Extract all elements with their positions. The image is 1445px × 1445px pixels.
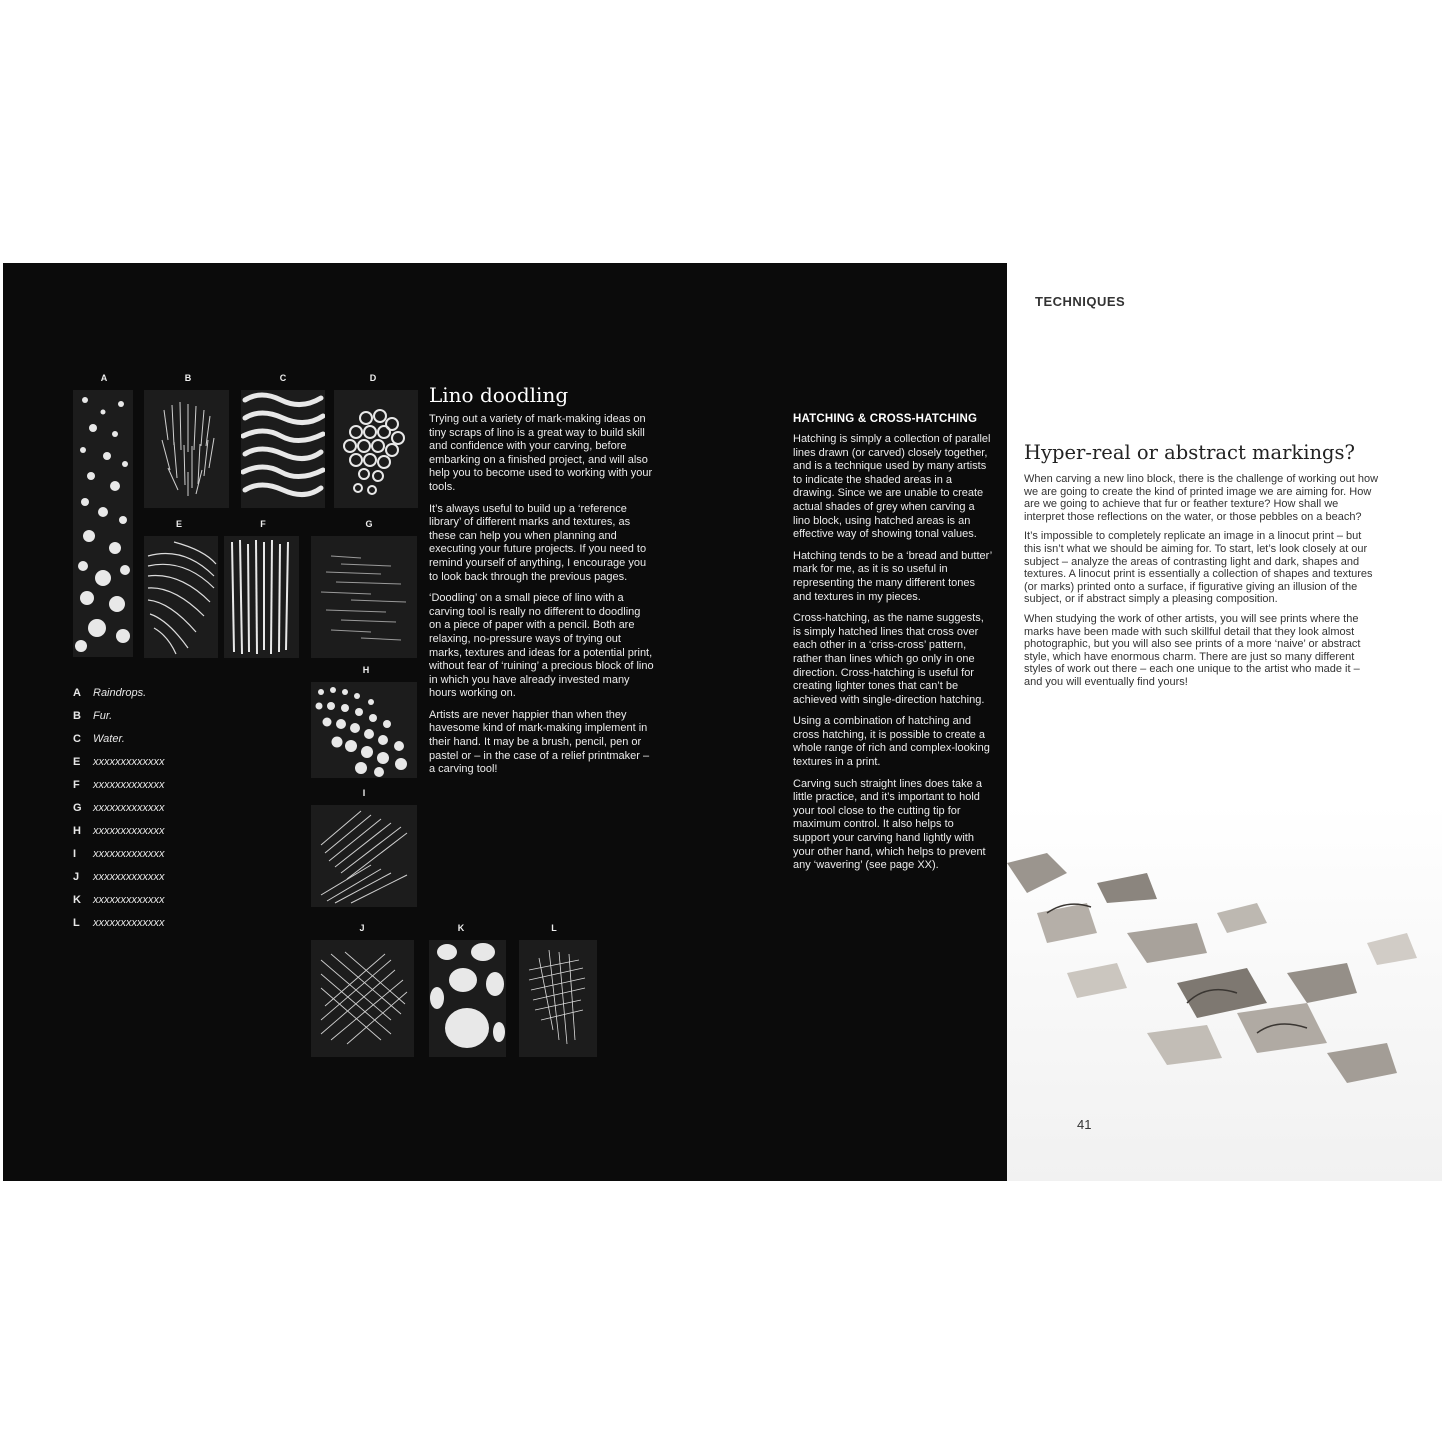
caption-letter: A: [73, 686, 81, 699]
caption-text: xxxxxxxxxxxxx: [93, 870, 165, 883]
book-spread: [3, 263, 1442, 1181]
caption-list: [73, 681, 233, 934]
paragraph: ‘Doodling’ on a small piece of lino with a carving tool is really no different to doodling on a piece of paper with a pencil. Both are relaxing, no-pressure ways of trying out marks, textures and ideas for a potential print, without fear of ‘ruining’ a precious block of lino in which you have already invested many hours working on.: [429, 592, 654, 700]
caption-text: xxxxxxxxxxxxx: [93, 801, 165, 814]
tile-label-a: A: [100, 373, 108, 383]
paragraph: Cross-hatching, as the name suggests, is simply hatched lines that cross over each other in a ‘criss-cross’ pattern, rather than lines which go only in one direction. Cross-hatching is useful for creating lighter tones that can’t be achieved with single-direction hatching.: [793, 612, 985, 706]
tile-d-circles: [334, 390, 418, 508]
tile-i-hatching: [311, 805, 417, 907]
tile-label-l: L: [551, 923, 557, 933]
page-number: 41: [1077, 1117, 1092, 1132]
caption-letter: K: [73, 893, 81, 906]
tile-k-ovals: [429, 940, 506, 1057]
hyper-real-heading: Hyper-real or abstract markings?: [1024, 441, 1355, 464]
caption-text: Water.: [93, 732, 125, 745]
tile-b-fur: [144, 390, 229, 508]
hatching-heading: HATCHING & CROSS-HATCHING: [793, 413, 978, 425]
caption-item: [73, 681, 233, 704]
caption-text: xxxxxxxxxxxxx: [93, 755, 165, 768]
caption-letter: E: [73, 755, 81, 768]
paragraph: It’s always useful to build up a ‘reference library’ of different marks and textures, as these can help you when planning and executing your future projects. If you need to remind yourself of anything, I encourage you to look back through the previous pages.: [429, 502, 647, 583]
paragraph: Carving such straight lines does take a little practice, and it’s important to hold your tool close to the cutting tip for maximum control. It also helps to support your carving hand lightly with your other hand, which helps to prevent any ‘wavering’ (see page XX).: [793, 777, 986, 872]
lino-doodling-heading: Lino doodling: [429, 383, 569, 407]
tile-e-swirls: [144, 536, 218, 658]
paragraph: Hatching is simply a collection of parallel lines drawn (or carved) closely together, and is a technique used by many artists to indicate the shaded areas in a drawing. Since we are unable to create actual shades of grey when carving a lino block, using hatched areas is an effective way of showing tonal values.: [793, 433, 991, 541]
caption-letter: B: [73, 709, 81, 722]
paragraph: Hatching tends to be a ‘bread and butter’ mark for me, as it is so useful in representing the many different tones and textures in my pieces.: [793, 549, 992, 603]
caption-letter: L: [73, 916, 80, 929]
paragraph: When carving a new lino block, there is the challenge of working out how we are going to create the kind of printed image we are aiming for. How are we going to achieve that fur or feather texture? How shall we interpret those reflections on the water, or those pebbles on a beach?: [1024, 473, 1379, 523]
caption-text: xxxxxxxxxxxxx: [93, 893, 165, 906]
caption-item: [73, 773, 233, 796]
paragraph: When studying the work of other artists, you will see prints where the marks have been made with such skillful detail that they look almost photographic, but you will also see prints of a more ‘naive’ or abstract style, which have enormous charm. There are just so many different styles of work out there – each one unique to the artist who made it – and you will eventually find yours!: [1024, 612, 1361, 688]
caption-item: [73, 888, 233, 911]
caption-item: [73, 796, 233, 819]
tile-label-j: J: [359, 923, 365, 933]
caption-item: [73, 727, 233, 750]
caption-item: [73, 704, 233, 727]
hatching-body: [793, 433, 993, 881]
caption-text: xxxxxxxxxxxxx: [93, 824, 165, 837]
hyper-real-body: [1024, 473, 1379, 696]
tile-label-b: B: [184, 373, 192, 383]
lino-doodling-body: [429, 413, 654, 785]
caption-item: [73, 865, 233, 888]
caption-text: xxxxxxxxxxxxx: [93, 916, 165, 929]
caption-letter: H: [73, 824, 81, 837]
tile-j-cross-hatching: [311, 940, 414, 1057]
tile-a-raindrops: [73, 390, 133, 657]
right-page: [1007, 263, 1442, 1181]
caption-item: [73, 911, 233, 934]
tile-g-scribbles: [311, 536, 417, 658]
caption-letter: J: [73, 870, 80, 883]
caption-item: [73, 842, 233, 865]
tile-label-e: E: [175, 519, 182, 529]
caption-item: [73, 819, 233, 842]
caption-letter: C: [73, 732, 81, 745]
tile-label-h: H: [362, 665, 370, 675]
caption-letter: F: [73, 778, 80, 791]
tile-label-d: D: [369, 373, 377, 383]
left-page: [3, 263, 1007, 1181]
caption-item: [73, 750, 233, 773]
lino-shavings-photo: [1007, 803, 1442, 1181]
section-title: TECHNIQUES: [1035, 294, 1126, 309]
caption-text: Fur.: [93, 709, 113, 722]
paragraph: Artists are never happier than when they havesome kind of mark-making implement in their hand. It may be a brush, pencil, pen or pastel or – in the case of a relief printmaker – a carving tool!: [429, 708, 650, 776]
caption-text: xxxxxxxxxxxxx: [93, 778, 165, 791]
tile-c-water: [241, 390, 325, 508]
tile-h-pebbles: [311, 682, 417, 778]
tile-label-c: C: [279, 373, 287, 383]
caption-text: Raindrops.: [93, 686, 147, 699]
tile-l-fine-hatching: [519, 940, 597, 1057]
caption-text: xxxxxxxxxxxxx: [93, 847, 165, 860]
tile-label-k: K: [457, 923, 465, 933]
paragraph: Trying out a variety of mark-making ideas on tiny scraps of lino is a great way to build skill and confidence with your carving, before embarking on a finished project, and will also help you to become used to working with your tools.: [429, 413, 653, 493]
tile-f-vertical-lines: [224, 536, 299, 658]
caption-letter: I: [73, 847, 77, 860]
tile-label-i: I: [362, 788, 366, 798]
paragraph: Using a combination of hatching and cross hatching, it is possible to create a whole range of rich and complex-looking textures in a print.: [793, 715, 990, 769]
paragraph: It’s impossible to completely replicate an image in a linocut print – but this isn’t what we should be aiming for. To start, let’s look closely at our subject – analyze the areas of contrasting light and dark, shapes and textures. A linocut print is essentially a collection of shapes and textures (or marks) printed onto a surface, if figurative giving an illusion of the subject, or if abstract simply a pleasing composition.: [1024, 530, 1373, 606]
tile-label-g: G: [365, 519, 373, 529]
caption-letter: G: [73, 801, 82, 814]
tile-label-f: F: [260, 519, 266, 529]
